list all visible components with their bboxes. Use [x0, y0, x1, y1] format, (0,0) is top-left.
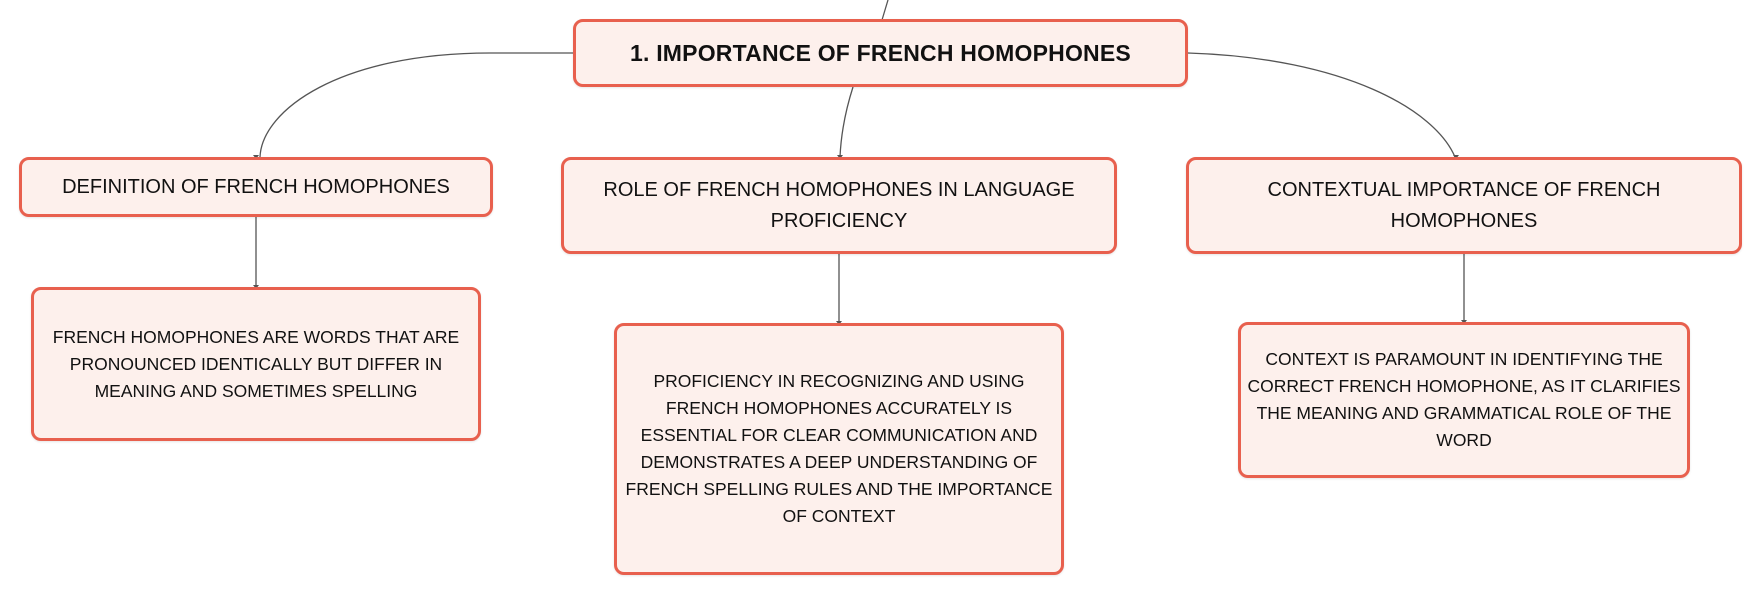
detail-node-definition[interactable] [31, 287, 481, 441]
detail-node-role[interactable] [614, 323, 1064, 575]
detail-text: FRENCH HOMOPHONES ARE WORDS THAT ARE PRONOUNCED IDENTICALLY BUT DIFFER IN MEANING AND SOMETIMES SPELLING [52, 326, 460, 401]
connector-root-to-definition [260, 53, 573, 157]
connector-root-to-role [840, 87, 853, 157]
detail-text: PROFICIENCY IN RECOGNIZING AND USING FRENCH HOMOPHONES ACCURATELY IS ESSENTIAL FOR CLEAR COMMUNICATION AND DEMONSTRATES A DEEP UNDERSTANDING OF FRENCH SPELLING RULES AND THE IMPORTANCE OF CONTEXT [625, 371, 1053, 526]
topic-node-role[interactable] [561, 157, 1117, 254]
root-title: 1. IMPORTANCE OF FRENCH HOMOPHONES [630, 39, 1131, 66]
topic-title: DEFINITION OF FRENCH HOMOPHONES [62, 175, 450, 198]
detail-node-contextual[interactable] [1238, 322, 1690, 478]
topic-node-contextual[interactable] [1186, 157, 1742, 254]
topic-title: ROLE OF FRENCH HOMOPHONES IN LANGUAGE PROFICIENCY [603, 178, 1075, 232]
connector-root-to-contextual [1188, 53, 1455, 157]
detail-text: CONTEXT IS PARAMOUNT IN IDENTIFYING THE CORRECT FRENCH HOMOPHONE, AS IT CLARIFIES THE MEANING AND GRAMMATICAL ROLE OF THE WORD [1247, 349, 1681, 450]
topic-node-definition[interactable] [19, 157, 493, 217]
connector-parent-to-root [882, 0, 888, 20]
root-node[interactable] [573, 19, 1188, 87]
topic-title: CONTEXTUAL IMPORTANCE OF FRENCH HOMOPHONES [1267, 178, 1661, 232]
